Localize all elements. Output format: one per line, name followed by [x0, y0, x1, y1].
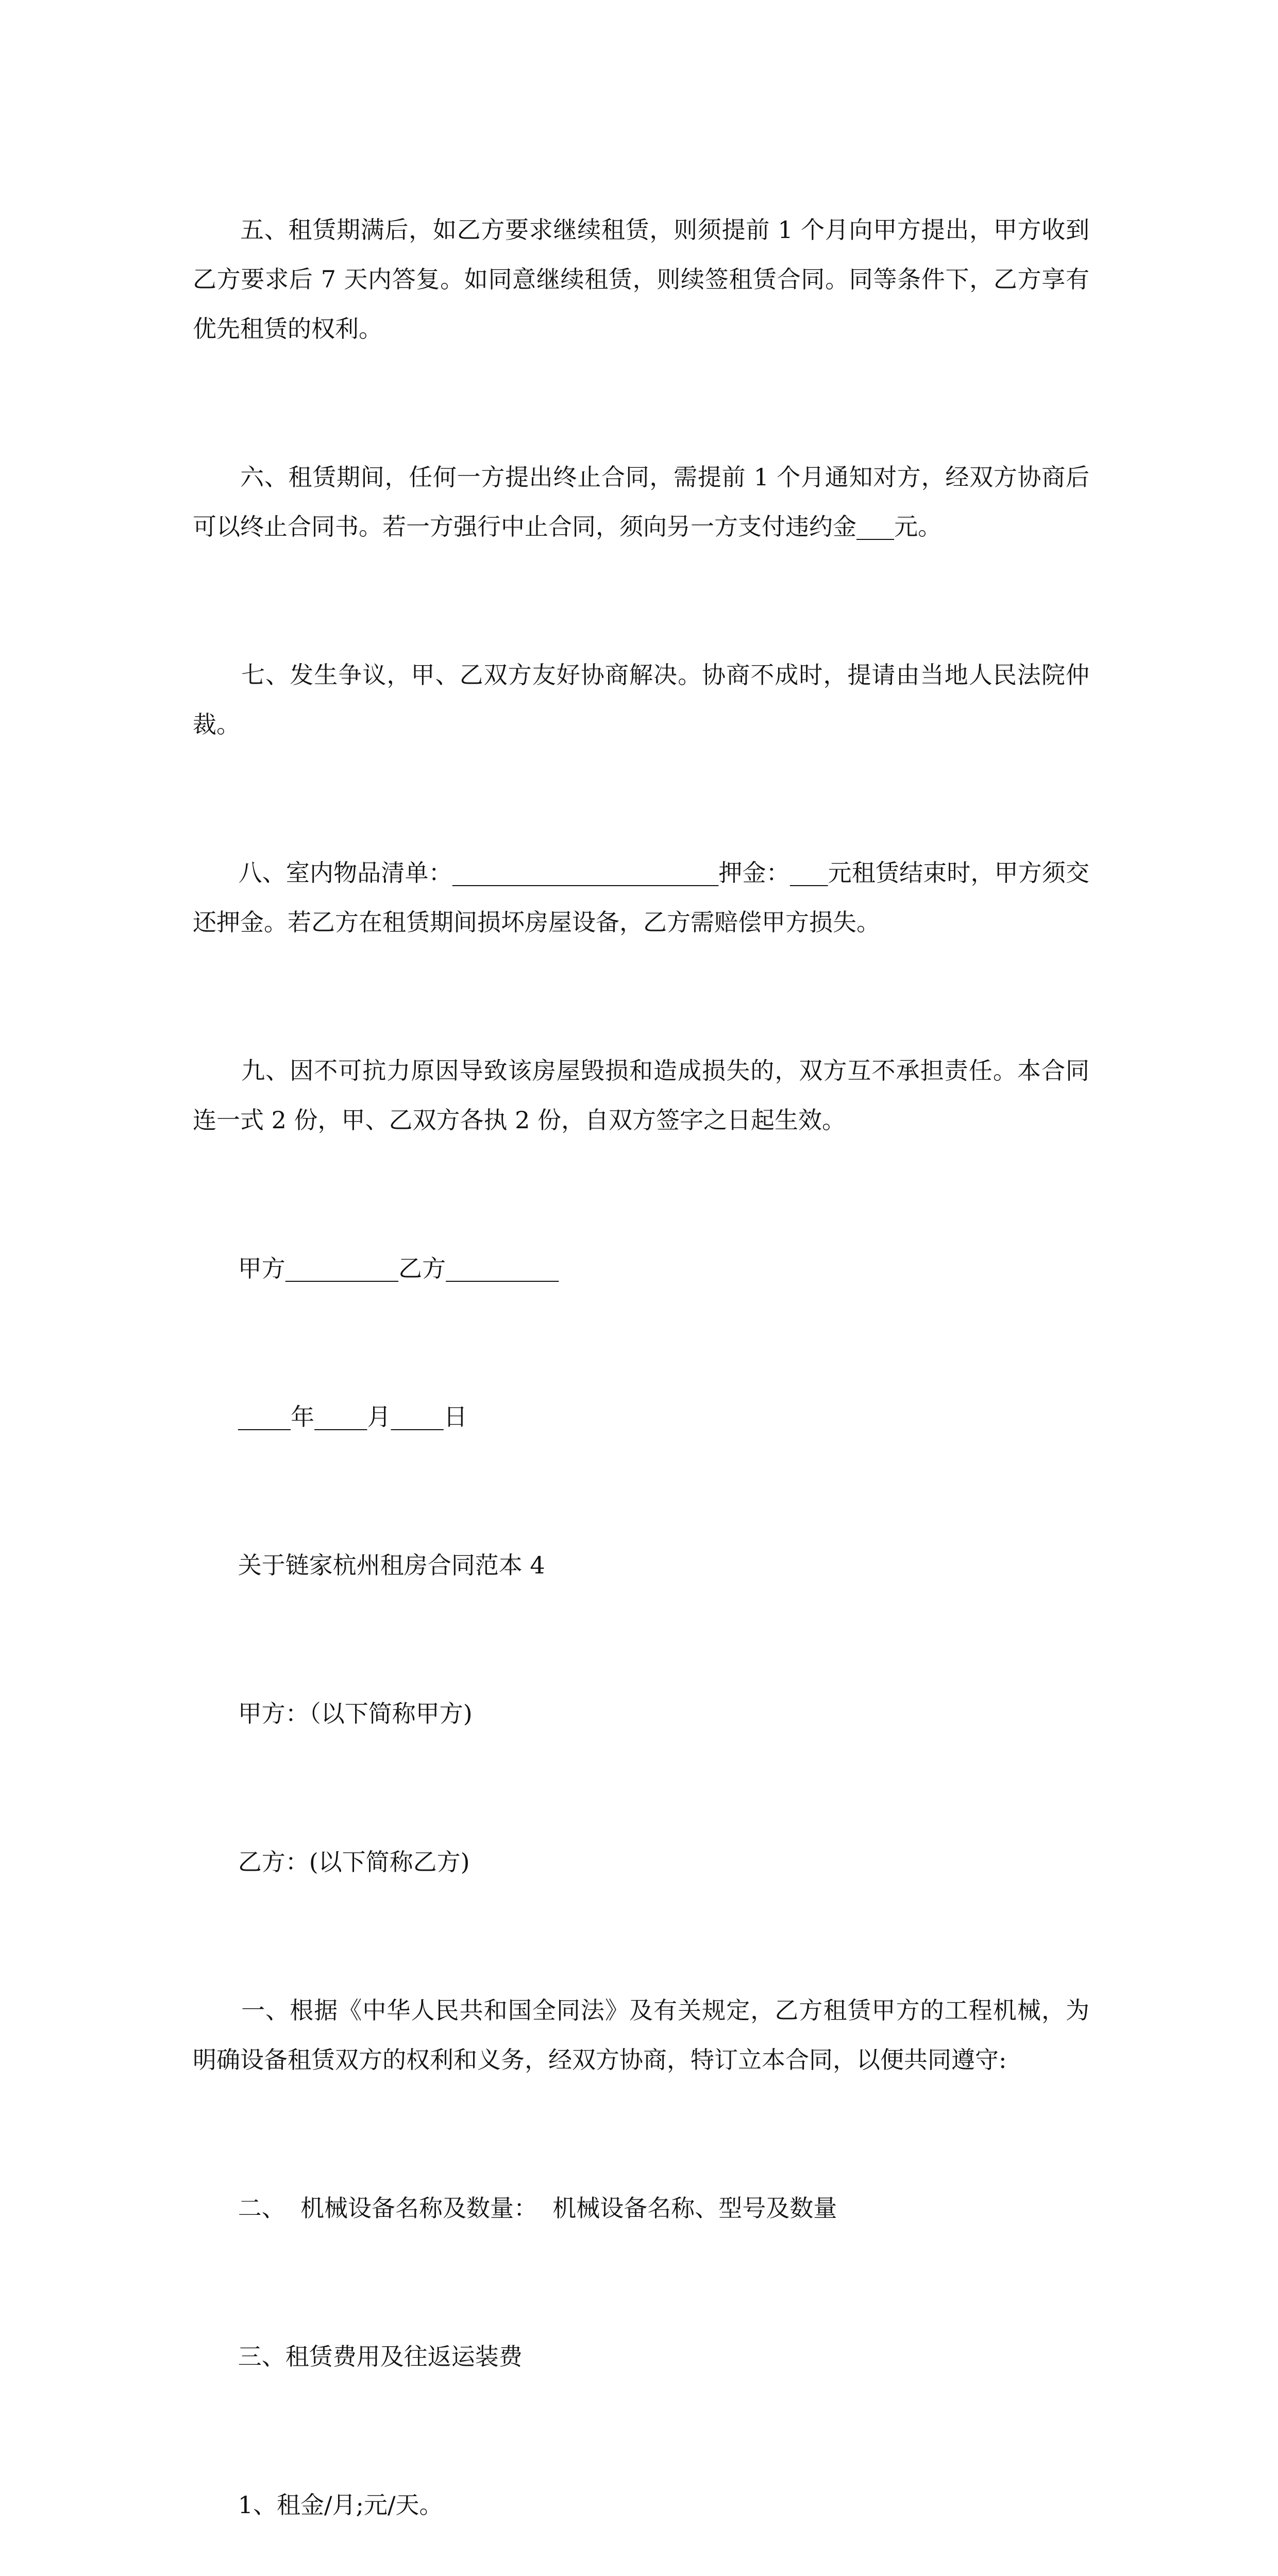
party-a-label: 甲方 — [238, 1255, 285, 1282]
document-body — [193, 156, 1089, 2576]
section-title-text: 关于链家杭州租房合同范本 4 — [238, 1551, 545, 1579]
party-b-signature-blank — [446, 1255, 559, 1282]
deposit-amount-blank — [790, 859, 828, 887]
day-label: 日 — [443, 1403, 467, 1431]
clause-text: 一、根据《中华人民共和国全同法》及有关规定，乙方租赁甲方的工程机械，为明确设备租赁双方的权利和义务，经双方协商，特订立本合同，以便共同遵守: — [193, 1996, 1090, 2074]
month-blank — [314, 1403, 367, 1431]
year-label: 年 — [291, 1403, 315, 1431]
party-b-label: 乙方 — [398, 1255, 446, 1282]
inventory-list-blank — [452, 859, 719, 887]
clause-text: 七、发生争议，甲、乙双方友好协商解决。协商不成时，提请由当地人民法院仲裁。 — [193, 661, 1090, 738]
clause-1-basis — [193, 1936, 1089, 2134]
clause-text: 二、 机械设备名称及数量： 机械设备名称、型号及数量 — [238, 2194, 837, 2222]
clause-7-dispute — [193, 601, 1089, 799]
clause-text: 1、租金/月;元/天。 — [238, 2491, 443, 2519]
date-line — [193, 1343, 1089, 1491]
clause-text: 五、租赁期满后，如乙方要求继续租赁，则须提前 1 个月向甲方提出，甲方收到乙方要求后 7 天内答复。如同意继续租赁，则续签租赁合同。同等条件下，乙方享有优先租赁的权利。 — [193, 216, 1090, 343]
party-a-text: 甲方：（以下简称甲方) — [238, 1700, 473, 1727]
clause-6-termination — [193, 403, 1089, 601]
year-blank — [238, 1403, 291, 1431]
penalty-amount-blank — [856, 513, 894, 540]
clause-text: 元。 — [894, 513, 942, 540]
party-b-line — [193, 1788, 1089, 1936]
clause-text: 六、租赁期间，任何一方提出终止合同，需提前 1 个月通知对方，经双方协商后可以终止合同书。若一方强行中止合同，须向另一方支付违约金 — [193, 463, 1090, 540]
clause-text: 三、租赁费用及往返运装费 — [238, 2343, 523, 2370]
section-title — [193, 1491, 1089, 1639]
signature-line — [193, 1194, 1089, 1343]
party-a-signature-blank — [285, 1255, 398, 1282]
clause-3-item-1 — [193, 2431, 1089, 2576]
day-blank — [391, 1403, 443, 1431]
clause-text: 九、因不可抗力原因导致该房屋毁损和造成损失的，双方互不承担责任。本合同连一式 2 份，甲、乙双方各执 2 份，自双方签字之日起生效。 — [193, 1057, 1090, 1134]
clause-9-force-majeure — [193, 996, 1089, 1194]
clause-2-equipment — [193, 2134, 1089, 2282]
clause-3-fees — [193, 2282, 1089, 2431]
clause-text: 元租赁结束时，甲方须交还押金。若乙方在租赁期间损坏房屋设备，乙方需赔偿甲方损失。 — [193, 859, 1090, 936]
party-a-line — [193, 1639, 1089, 1788]
clause-text: 八、室内物品清单： — [238, 859, 452, 887]
month-label: 月 — [367, 1403, 391, 1431]
clause-5-renewal — [193, 156, 1089, 403]
clause-text: 押金： — [718, 859, 790, 887]
party-b-text: 乙方：(以下简称乙方) — [238, 1848, 470, 1876]
clause-8-inventory — [193, 799, 1089, 996]
